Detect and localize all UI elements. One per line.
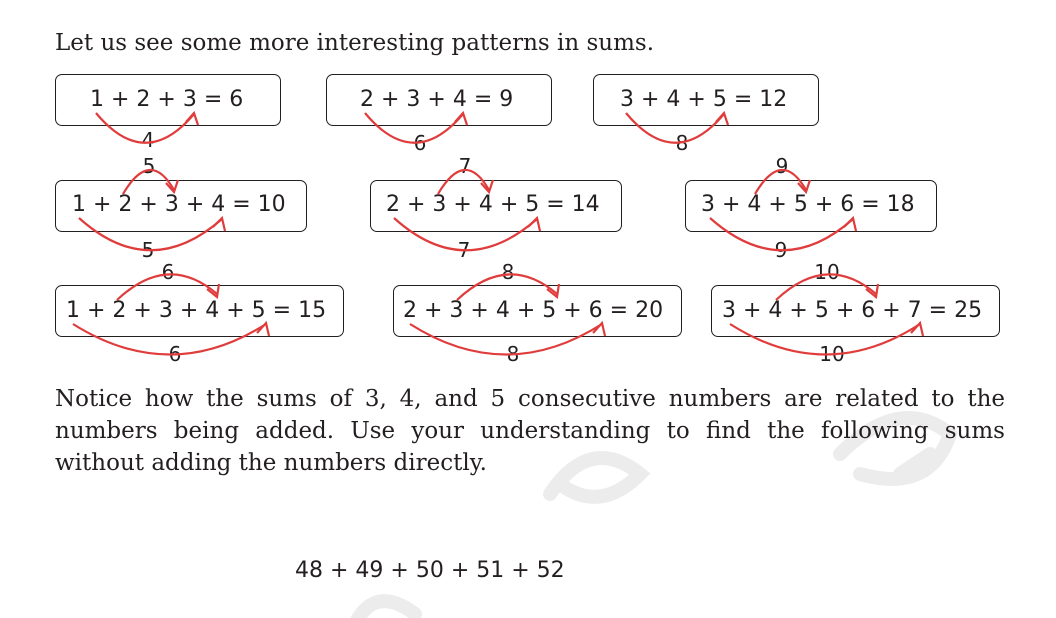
notice-paragraph: Notice how the sums of 3, 4, and 5 consecutive numbers are related to the numbers being added. Use your understanding to find the following sums without adding the numbers directly. [55,386,1005,476]
intro-text: Let us see some more interesting patterns in sums. [55,30,655,56]
equation-text: 1 + 2 + 3 + 4 + 5 = 15 [66,298,327,323]
equation-text: 3 + 4 + 5 + 6 + 7 = 25 [722,298,983,323]
arc-label: 5 [141,238,155,262]
arc-label: 9 [774,238,788,262]
arc-label: 8 [675,131,689,155]
arc-label: 6 [161,260,175,284]
arc-label: 6 [168,342,182,366]
arc-label: 8 [506,342,520,366]
arc-label: 7 [457,238,471,262]
arc-label: 9 [775,154,789,178]
equation-text: 2 + 3 + 4 + 5 + 6 = 20 [403,298,664,323]
watermark [300,360,301,361]
arc-label: 4 [141,128,155,152]
equation-text: 3 + 4 + 5 = 12 [620,87,788,112]
arc-label: 6 [413,131,427,155]
arc-label: 10 [814,260,840,284]
arc-label: 8 [501,260,515,284]
problem-expression: 48 + 49 + 50 + 51 + 52 [295,558,565,583]
equation-text: 3 + 4 + 5 + 6 = 18 [701,192,915,217]
arc-label: 10 [819,342,845,366]
arc-label: 7 [458,154,472,178]
arc-label: 5 [142,154,156,178]
equation-text: 1 + 2 + 3 = 6 [90,87,244,112]
equation-text: 1 + 2 + 3 + 4 = 10 [72,192,286,217]
equation-text: 2 + 3 + 4 = 9 [360,87,514,112]
equation-text: 2 + 3 + 4 + 5 = 14 [386,192,600,217]
